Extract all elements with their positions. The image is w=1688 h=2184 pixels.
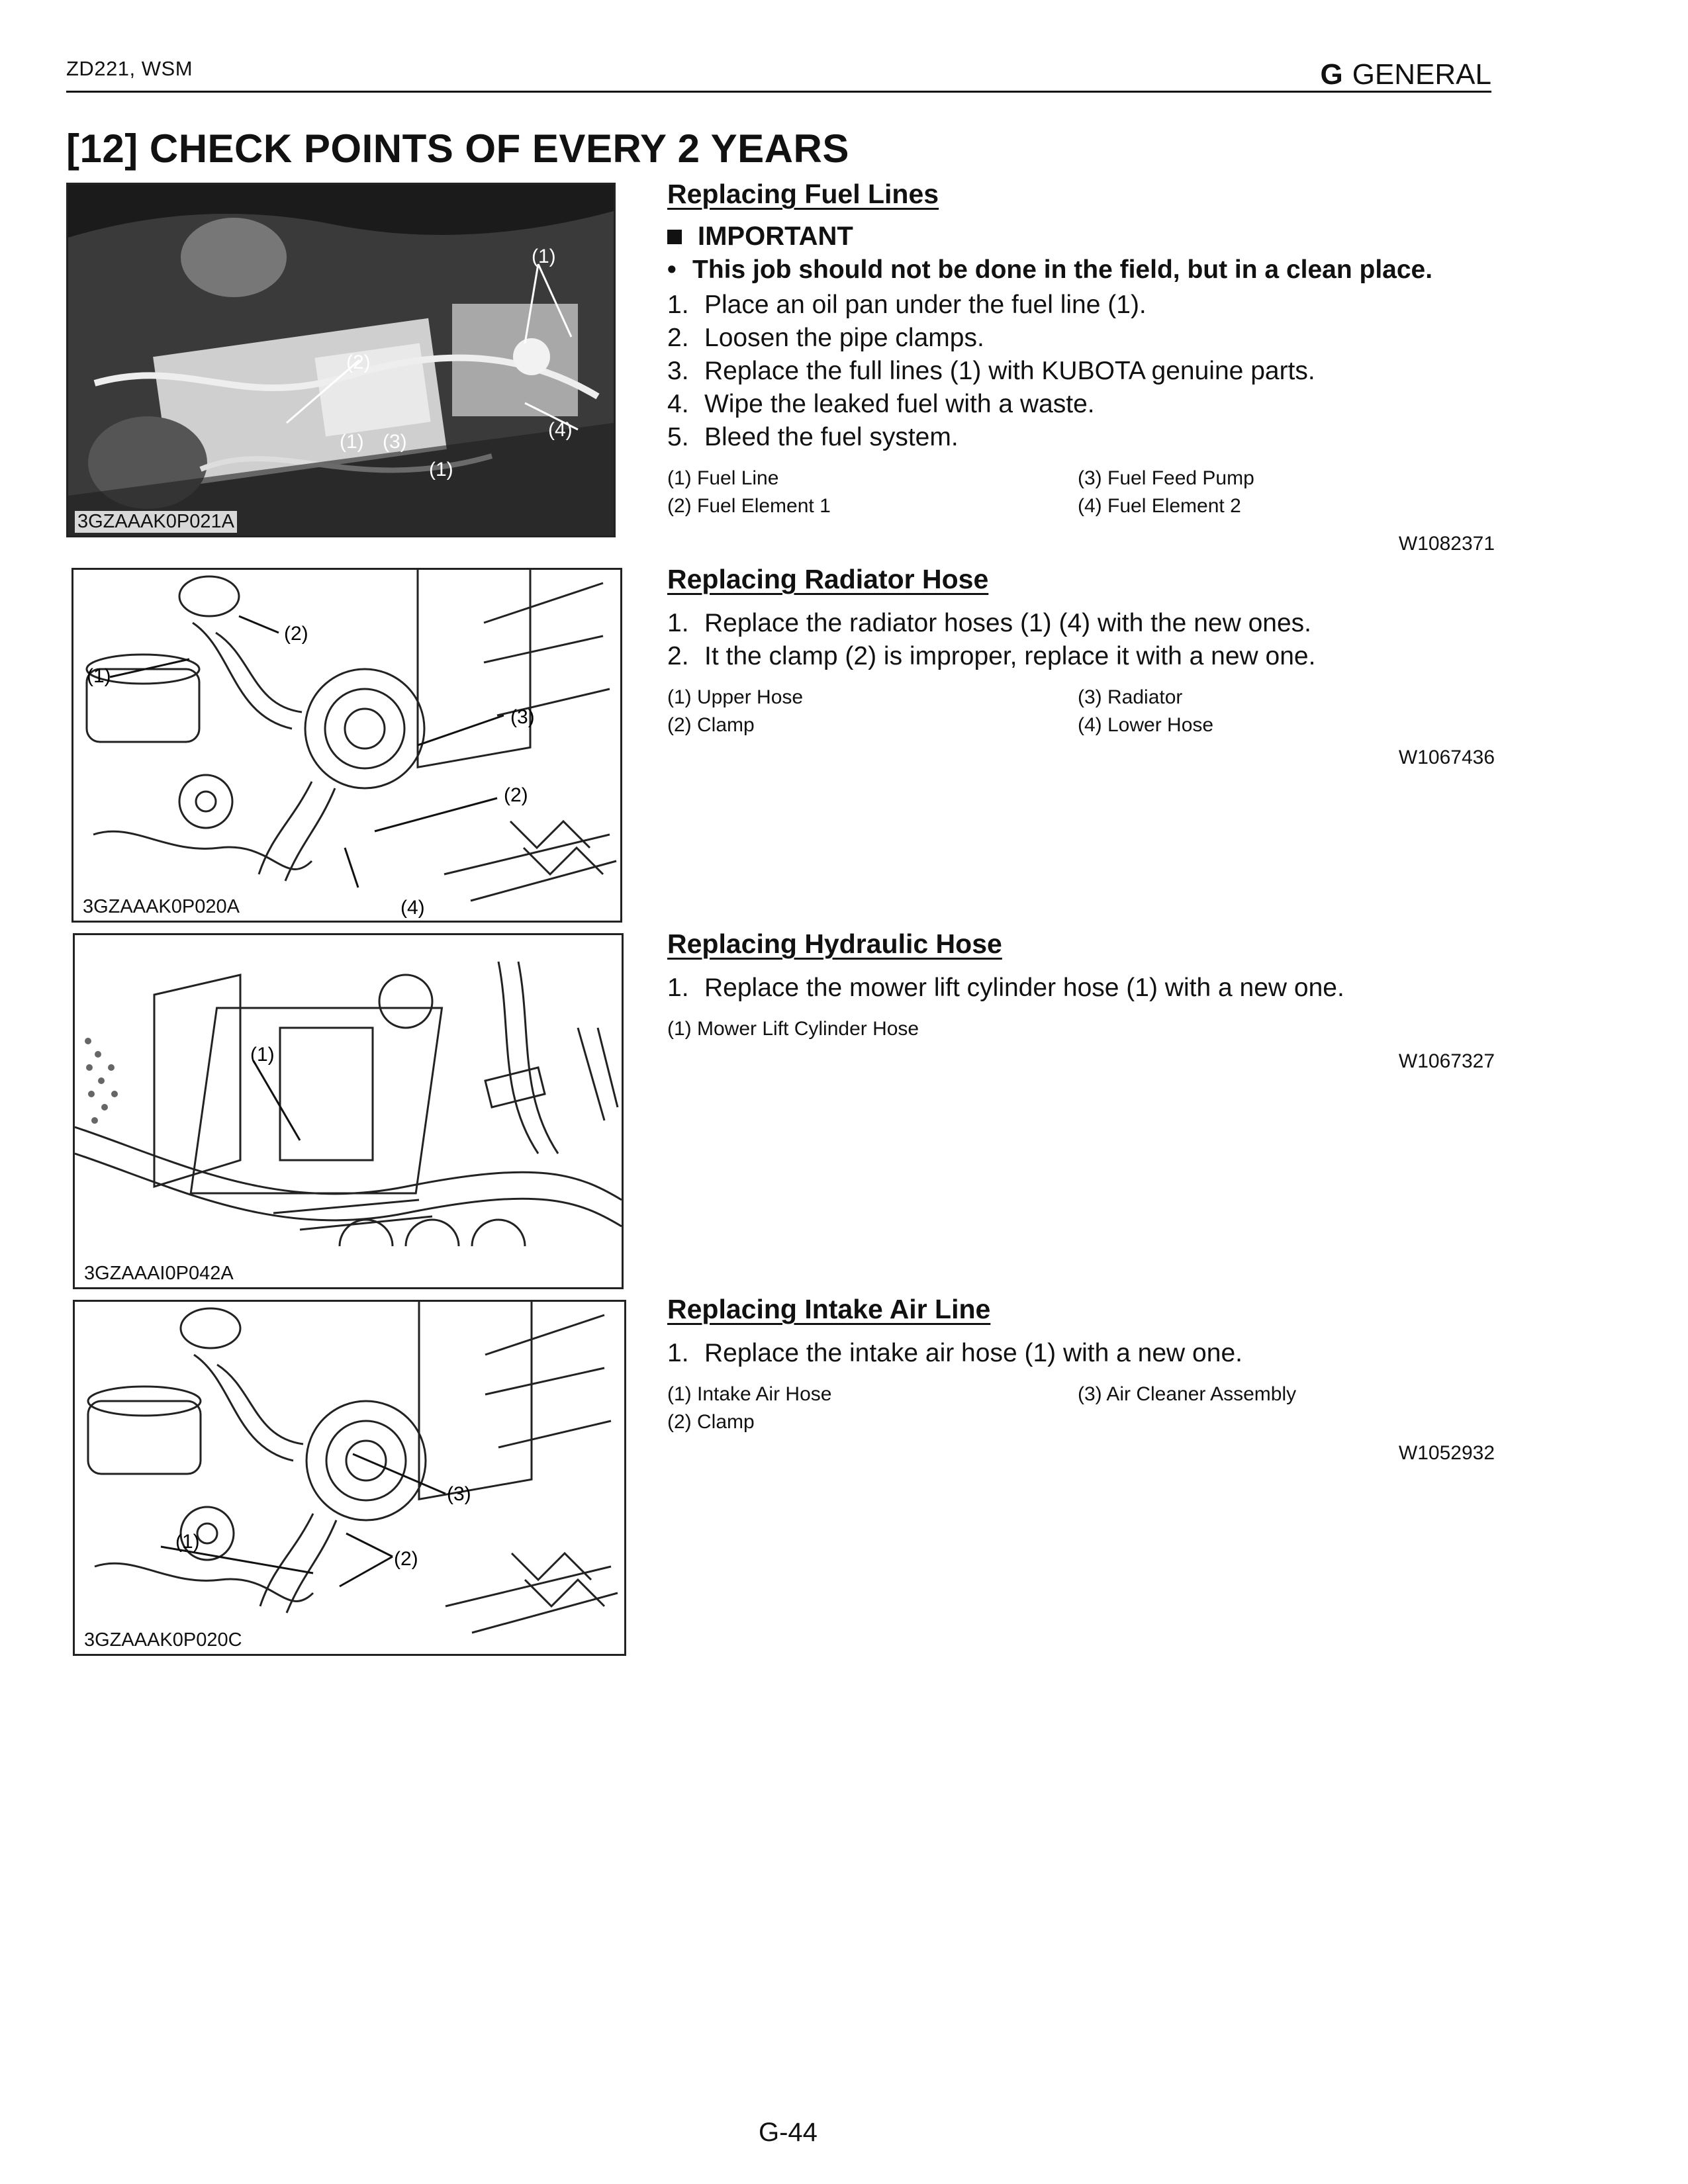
legend-item: (1) Mower Lift Cylinder Hose [667, 1018, 919, 1040]
step [667, 640, 1495, 673]
section-fuel-lines [667, 179, 1495, 563]
callout-label: (2) [504, 784, 528, 806]
legend-item: (3) Fuel Feed Pump [1078, 467, 1254, 489]
important-note [667, 255, 1495, 285]
step [667, 322, 1495, 355]
step-text: Replace the mower lift cylinder hose (1) with a new one. [704, 974, 1344, 1002]
step-text: Replace the intake air hose (1) with a new one. [704, 1339, 1243, 1367]
square-bullet-icon [667, 230, 682, 244]
step [667, 972, 1495, 1005]
legend-item: (1) Upper Hose [667, 686, 804, 708]
step-number: 2. [667, 642, 689, 670]
callout-label: (1) [340, 431, 364, 453]
reference-code: W1067436 [1398, 747, 1495, 768]
important-heading [667, 222, 1495, 251]
figure-code: 3GZAAAK0P021A [75, 511, 237, 533]
step [667, 1337, 1495, 1370]
step-number: 2. [667, 324, 689, 352]
legend [667, 1015, 1495, 1043]
section-title: Replacing Radiator Hose [667, 564, 989, 594]
intake-air-line-illustration [75, 1302, 624, 1654]
step-number: 1. [667, 1339, 689, 1367]
callout-label: (1) [250, 1044, 275, 1066]
legend-item: (3) Air Cleaner Assembly [1078, 1383, 1297, 1405]
section-intake-air-line [667, 1294, 1495, 1464]
section-hydraulic-hose [667, 929, 1495, 1087]
step [667, 355, 1495, 388]
callout-label: (2) [394, 1548, 418, 1570]
section-title: Replacing Fuel Lines [667, 179, 939, 209]
page-title: [12] CHECK POINTS OF EVERY 2 YEARS [66, 126, 849, 171]
legend-item: (2) Clamp [667, 714, 755, 736]
document-id: ZD221, WSM [66, 57, 193, 80]
legend [667, 684, 1495, 739]
step-text: Wipe the leaked fuel with a waste. [704, 390, 1095, 418]
important-label: IMPORTANT [698, 222, 853, 251]
step [667, 607, 1495, 640]
legend-item: (1) Intake Air Hose [667, 1383, 832, 1405]
step-number: 1. [667, 974, 689, 1002]
step-number: 1. [667, 291, 689, 319]
step-text: Replace the radiator hoses (1) (4) with the new ones. [704, 609, 1311, 637]
figure-hydraulic-hose [73, 933, 624, 1289]
callout-label: (2) [346, 351, 371, 373]
step-number: 5. [667, 423, 689, 451]
callout-label: (1) [175, 1531, 200, 1553]
step-text: Replace the full lines (1) with KUBOTA genuine parts. [704, 357, 1315, 385]
callout-label: (1) [532, 246, 556, 267]
callout-label: (3) [510, 706, 535, 728]
figure-code: 3GZAAAK0P020A [80, 896, 242, 918]
callout-label: (1) [87, 665, 111, 687]
legend-item: (2) Clamp [667, 1411, 755, 1433]
legend-item: (2) Fuel Element 1 [667, 495, 831, 517]
step [667, 289, 1495, 322]
legend [667, 465, 1495, 520]
step-text: Bleed the fuel system. [704, 423, 959, 451]
figure-code: 3GZAAAI0P042A [81, 1263, 236, 1285]
callout-label: (2) [284, 623, 308, 645]
fuel-lines-illustration [68, 185, 614, 535]
header-rule [66, 91, 1491, 93]
radiator-hose-illustration [73, 570, 620, 921]
step-number: 3. [667, 357, 689, 385]
callout-label: (4) [548, 419, 573, 441]
important-note-text: This job should not be done in the field, but in a clean place. [692, 255, 1433, 284]
reference-code: W1052932 [1398, 1442, 1495, 1464]
figure-intake-air-line [73, 1300, 626, 1656]
callout-label: (4) [400, 897, 425, 919]
step [667, 388, 1495, 421]
reference-code: W1067327 [1398, 1050, 1495, 1072]
step-text: It the clamp (2) is improper, replace it with a new one. [704, 642, 1316, 670]
legend [667, 1381, 1495, 1436]
section-name: GENERAL [1352, 58, 1491, 91]
hydraulic-hose-illustration [75, 935, 622, 1287]
step-text: Place an oil pan under the fuel line (1). [704, 291, 1147, 319]
legend-item: (4) Fuel Element 2 [1078, 495, 1241, 517]
figure-radiator-hose [71, 568, 622, 923]
legend-item: (4) Lower Hose [1078, 714, 1214, 736]
section-radiator-hose [667, 564, 1495, 776]
step-text: Loosen the pipe clamps. [704, 324, 984, 352]
step-number: 4. [667, 390, 689, 418]
reference-code: W1082371 [1398, 533, 1495, 555]
figure-code: 3GZAAAK0P020C [81, 1629, 245, 1651]
legend-item: (3) Radiator [1078, 686, 1183, 708]
section-header [1320, 58, 1491, 91]
callout-label: (3) [447, 1483, 471, 1505]
step-number: 1. [667, 609, 689, 637]
step [667, 421, 1495, 454]
section-title: Replacing Hydraulic Hose [667, 929, 1002, 959]
legend-item: (1) Fuel Line [667, 467, 779, 489]
section-title: Replacing Intake Air Line [667, 1294, 991, 1324]
callout-label: (3) [383, 431, 407, 453]
figure-fuel-lines [66, 183, 616, 537]
bullet-icon: • [667, 255, 677, 284]
callout-label: (1) [429, 459, 453, 480]
section-letter: G [1320, 58, 1343, 91]
page-number: G-44 [759, 2118, 818, 2147]
